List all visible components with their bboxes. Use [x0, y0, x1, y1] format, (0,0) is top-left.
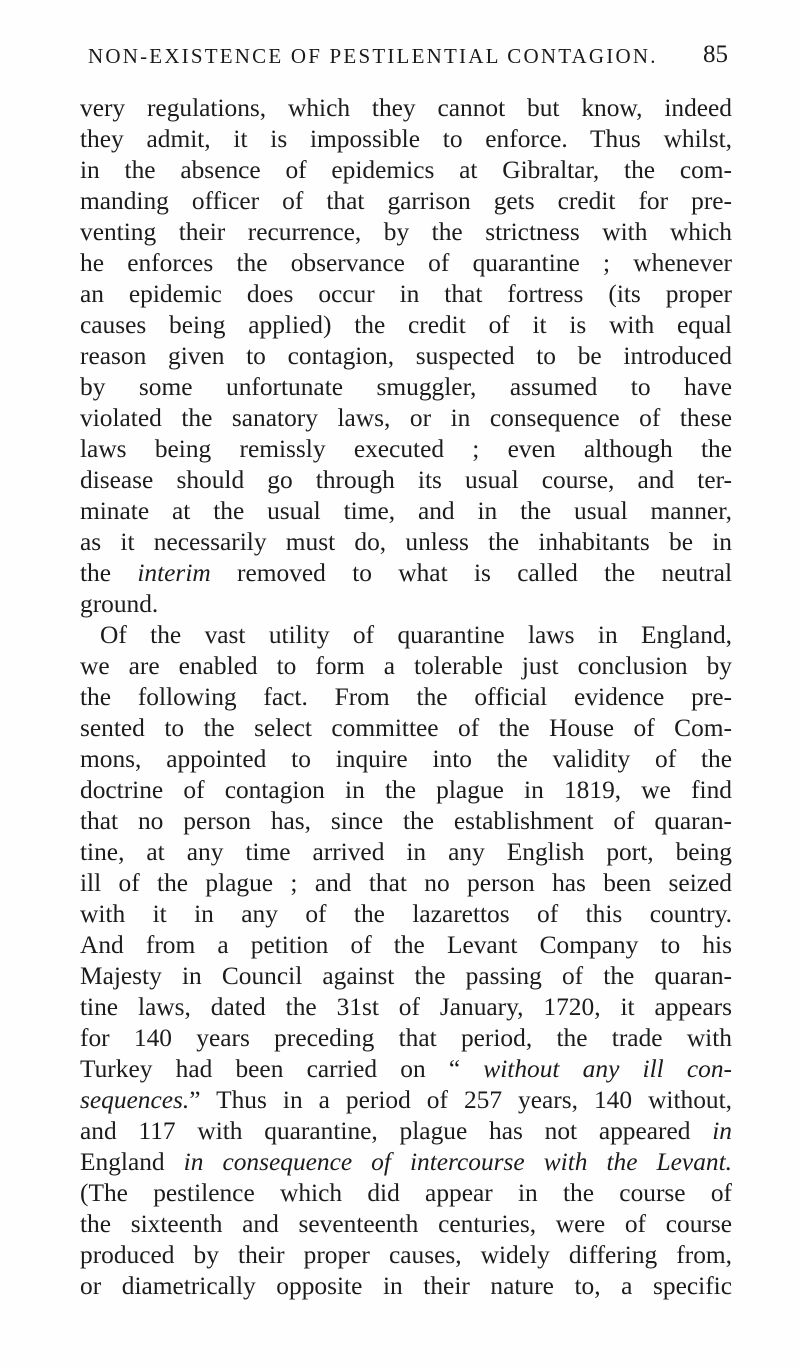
text-line [80, 217, 732, 248]
text-line [80, 310, 732, 341]
text-line [80, 1271, 732, 1302]
text-line [80, 186, 732, 217]
text-segment: mons, appointed to inquire into the validity of the [80, 745, 732, 773]
text-segment: reason given to contagion, suspected to be introduced [80, 342, 732, 370]
text-segment: ” Thus in a period of 257 years, 140 without, [189, 1086, 732, 1114]
text-segment: very regulations, which they cannot but know, indeed [80, 94, 732, 122]
text-segment: removed to what is called the neutral [210, 559, 732, 587]
text-line [80, 1178, 732, 1209]
text-segment: we are enabled to form a tolerable just conclusion by [80, 652, 732, 680]
text-segment: and 117 with quarantine, plague has not appeared [80, 1117, 713, 1145]
text-segment: produced by their proper causes, widely differing from, [80, 1241, 732, 1269]
text-segment: he enforces the observance of quarantine ; whenever [80, 249, 732, 277]
text-segment: the following fact. From the official evidence pre- [80, 683, 732, 711]
text-segment: an epidemic does occur in that fortress (its proper [80, 280, 732, 308]
text-segment: minate at the usual time, and in the usual manner, [80, 497, 732, 525]
italic-text: without any ill con- [483, 1055, 732, 1083]
text-segment: disease should go through its usual course, and ter- [80, 466, 732, 494]
text-line [80, 527, 732, 558]
text-line [80, 1085, 732, 1116]
text-segment: ill of the plague ; and that no person has been seized [80, 869, 732, 897]
text-segment: by some unfortunate smuggler, assumed to have [80, 373, 732, 401]
text-segment: (The pestilence which did appear in the course of [80, 1179, 732, 1207]
text-segment: laws being remissly executed ; even although the [80, 435, 732, 463]
text-segment: Turkey had been carried on “ [80, 1055, 484, 1083]
italic-text: in [712, 1117, 732, 1145]
text-segment: venting their recurrence, by the strictness with which [80, 218, 732, 246]
body-text [80, 93, 732, 1302]
text-line [80, 403, 732, 434]
text-segment: tine laws, dated the 31st of January, 1720, it appears [80, 993, 732, 1021]
text-segment: ground. [80, 590, 159, 618]
text-line [80, 713, 732, 744]
italic-text: in consequence of intercourse with the Levant. [183, 1148, 732, 1176]
text-segment: they admit, it is impossible to enforce. Thus whilst, [80, 125, 732, 153]
text-segment: as it necessarily must do, unless the inhabitants be in [80, 528, 732, 556]
italic-text: sequences. [80, 1086, 190, 1114]
running-title: NON-EXISTENCE OF PESTILENTIAL CONTAGION. [88, 44, 658, 68]
text-line [80, 744, 732, 775]
text-line [80, 155, 732, 186]
text-segment: tine, at any time arrived in any English port, being [80, 838, 732, 866]
text-line [80, 682, 732, 713]
text-line [80, 620, 732, 651]
running-head [88, 41, 728, 74]
text-line [80, 930, 732, 961]
text-segment: Majesty in Council against the passing of the quaran- [80, 962, 732, 990]
text-line [80, 558, 732, 589]
text-line [80, 434, 732, 465]
text-line [80, 806, 732, 837]
text-segment: for 140 years preceding that period, the trade with [80, 1024, 732, 1052]
text-line [80, 1023, 732, 1054]
text-line [80, 1054, 732, 1085]
text-line [80, 589, 732, 620]
text-segment: England [80, 1148, 184, 1176]
text-line [80, 93, 732, 124]
text-line [80, 1116, 732, 1147]
text-segment: doctrine of contagion in the plague in 1819, we find [80, 776, 732, 804]
text-segment: causes being applied) the credit of it is with equal [80, 311, 732, 339]
text-line [80, 1240, 732, 1271]
text-segment: or diametrically opposite in their nature to, a specific [80, 1272, 732, 1300]
text-segment: manding officer of that garrison gets credit for pre- [80, 187, 732, 215]
text-segment: that no person has, since the establishment of quaran- [80, 807, 732, 835]
text-segment: the [80, 559, 138, 587]
text-line [80, 992, 732, 1023]
text-line [80, 837, 732, 868]
page-number: 85 [703, 41, 728, 68]
text-line [80, 279, 732, 310]
text-segment: violated the sanatory laws, or in consequence of these [80, 404, 732, 432]
text-line [80, 899, 732, 930]
text-line [80, 868, 732, 899]
text-segment: sented to the select committee of the House of Com- [80, 714, 732, 742]
text-line [80, 465, 732, 496]
text-segment: the sixteenth and seventeenth centuries, were of course [80, 1210, 732, 1238]
text-segment: with it in any of the lazarettos of this country. [80, 900, 732, 928]
text-line [80, 124, 732, 155]
text-line [80, 248, 732, 279]
text-line [80, 341, 732, 372]
text-line [80, 775, 732, 806]
text-line [80, 1147, 732, 1178]
text-line [80, 651, 732, 682]
italic-text: interim [137, 559, 211, 587]
text-line [80, 496, 732, 527]
text-segment: Of the vast utility of quarantine laws in England, [100, 621, 732, 649]
text-segment: in the absence of epidemics at Gibraltar, the com- [80, 156, 732, 184]
text-line [80, 1209, 732, 1240]
text-segment: And from a petition of the Levant Company to his [80, 931, 732, 959]
text-line [80, 372, 732, 403]
text-line [80, 961, 732, 992]
